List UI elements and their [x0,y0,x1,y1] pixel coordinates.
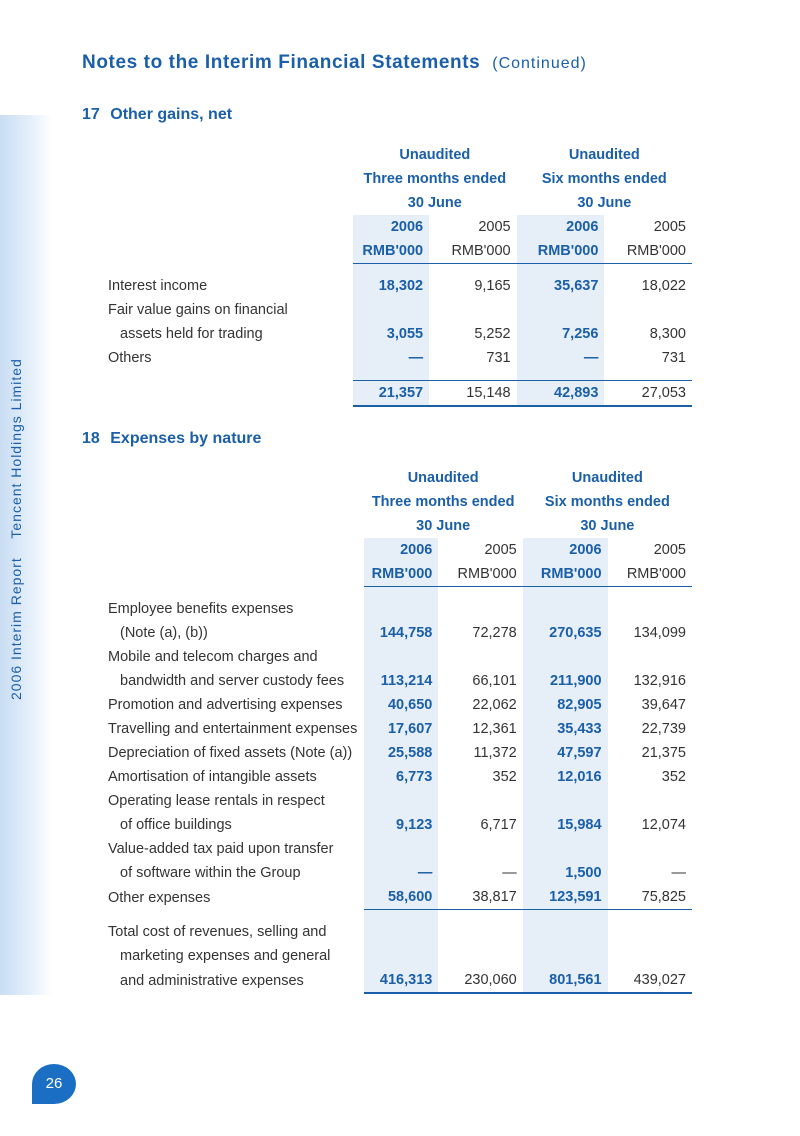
page-title-text: Notes to the Interim Financial Statements [82,52,481,73]
unit-header: RMB'000 [608,562,692,587]
group-header: 30 June [407,195,462,211]
table-row: Employee benefits expenses [108,597,692,621]
section-17-title [82,106,232,124]
group-header: Unaudited [407,470,479,486]
total-label-row: marketing expenses and general [108,944,692,968]
table-row: bandwidth and server custody fees 113,214 66,101 211,900 132,916 [108,669,692,693]
table-row: Amortisation of intangible assets 6,773 352 12,016 352 [108,765,692,789]
sidebar-report: 2006 Interim Report [8,557,24,700]
total-label-row: Total cost of revenues, selling and [108,920,692,944]
section-number: 17 [82,106,100,123]
table-row: Interest income 18,302 9,165 35,637 18,022 [108,274,692,298]
section-number: 18 [82,430,100,447]
page-number: 26 [45,1075,63,1092]
table-row: Travelling and entertainment expenses 17,607 12,361 35,433 22,739 [108,717,692,741]
group-header: 30 June [577,195,632,211]
year-header: 2005 [653,219,686,235]
unit-header: RMB'000 [353,239,429,264]
table-row: Fair value gains on financial [108,298,692,322]
total-row: and administrative expenses 416,313 230,060 801,561 439,027 [108,968,692,993]
group-header: Three months ended [371,494,515,510]
table-row: Mobile and telecom charges and [108,645,692,669]
group-header: Six months ended [544,494,670,510]
table-row: (Note (a), (b)) 144,758 72,278 270,635 134,099 [108,621,692,645]
group-header: Unaudited [571,470,643,486]
page-title-continued: (Continued) [492,55,587,72]
table-row: Depreciation of fixed assets (Note (a)) 25,588 11,372 47,597 21,375 [108,741,692,765]
sidebar-company: Tencent Holdings Limited [8,358,24,539]
section-title-text: Other gains, net [110,106,233,123]
expenses-table [108,466,692,994]
other-gains-table [108,143,692,407]
unit-header: RMB'000 [364,562,439,587]
unit-header: RMB'000 [429,239,517,264]
table-row: of software within the Group — — 1,500 — [108,861,692,885]
table-row: Promotion and advertising expenses 40,650 22,062 82,905 39,647 [108,693,692,717]
year-header: 2005 [484,542,517,558]
sidebar-text [8,344,24,700]
group-header: Unaudited [399,147,471,163]
table-row: of office buildings 9,123 6,717 15,984 12,074 [108,813,692,837]
table-row: assets held for trading 3,055 5,252 7,256 8,300 [108,322,692,346]
section-title-text: Expenses by nature [110,430,262,447]
page-number-badge [32,1064,76,1104]
year-header: 2005 [478,219,511,235]
page-title [82,52,587,74]
unit-header: RMB'000 [604,239,692,264]
year-header: 2006 [517,215,605,239]
group-header: Six months ended [541,171,667,187]
year-header: 2006 [353,215,429,239]
unit-header: RMB'000 [517,239,605,264]
section-18-title [82,430,261,448]
year-header: 2005 [653,542,686,558]
unit-header: RMB'000 [438,562,522,587]
total-row: 21,357 15,148 42,893 27,053 [108,381,692,407]
table-row: Others — 731 — 731 [108,346,692,370]
group-header: Three months ended [363,171,507,187]
group-header: Unaudited [568,147,640,163]
unit-header: RMB'000 [523,562,608,587]
year-header: 2006 [523,538,608,562]
table-row: Operating lease rentals in respect [108,789,692,813]
table-row: Other expenses 58,600 38,817 123,591 75,825 [108,885,692,910]
year-header: 2006 [364,538,439,562]
group-header: 30 June [416,518,471,534]
table-row: Value-added tax paid upon transfer [108,837,692,861]
group-header: 30 June [580,518,635,534]
